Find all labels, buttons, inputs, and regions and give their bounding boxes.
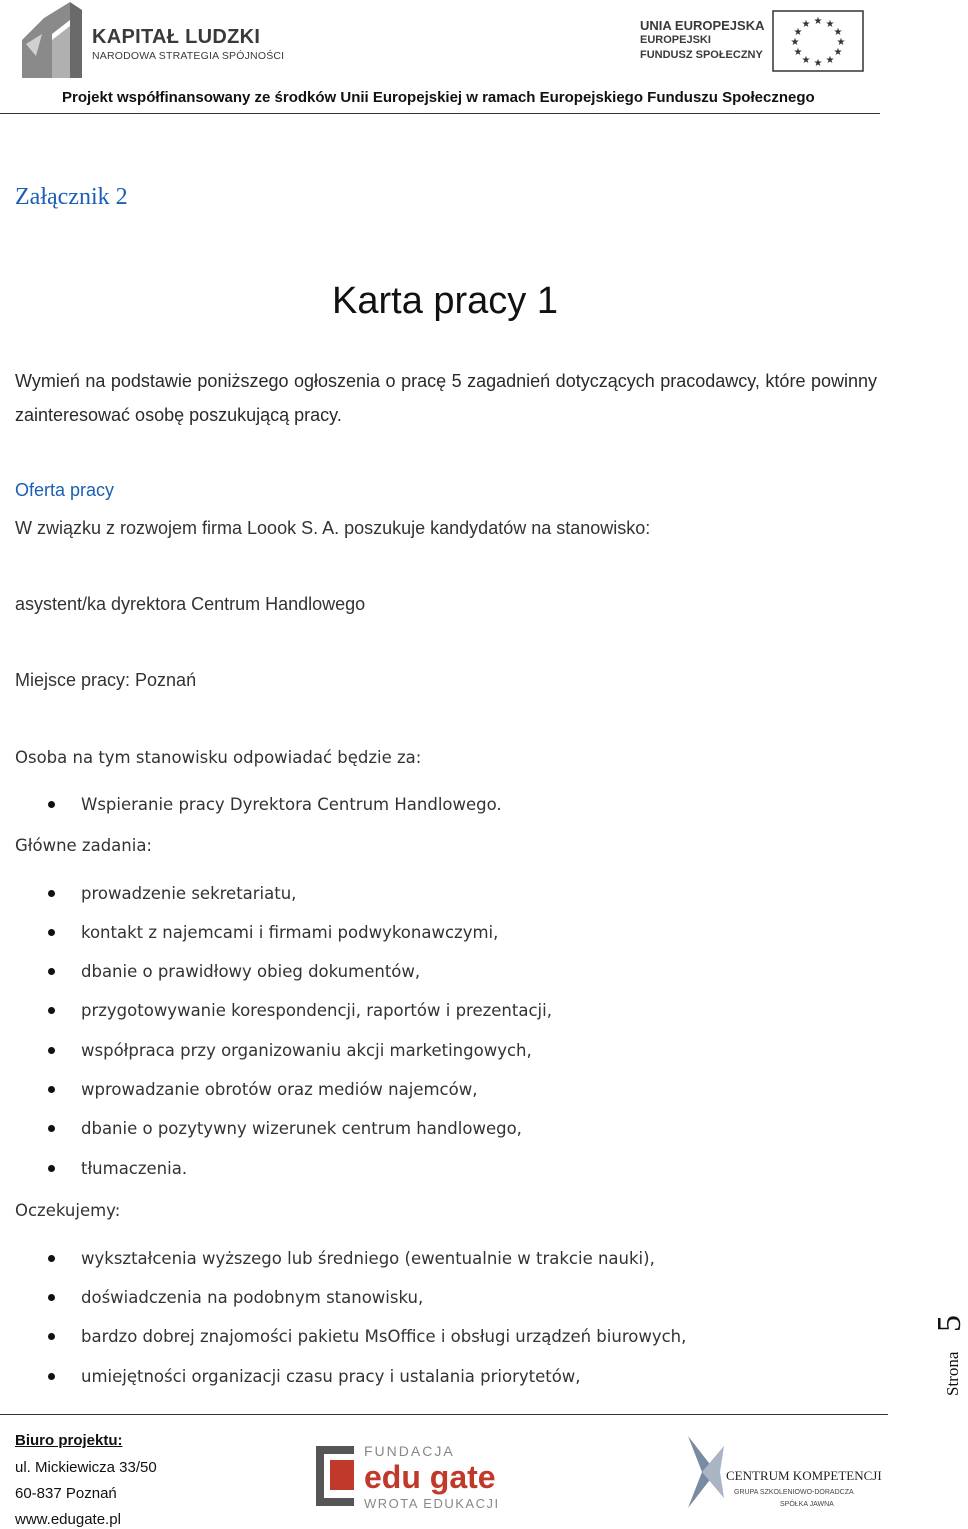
svg-text:★: ★ — [813, 16, 823, 27]
list-item — [48, 1246, 655, 1270]
list-item — [48, 1116, 522, 1140]
list-item — [48, 920, 498, 944]
svg-text:★: ★ — [813, 58, 823, 69]
ck-logo-sub2: SPÓŁKA JAWNA — [780, 1501, 834, 1508]
bullet-icon — [48, 1047, 55, 1054]
expectations-heading: Oczekujemy: — [15, 1201, 121, 1220]
offer-position: asystent/ka dyrektora Centrum Handlowego — [15, 594, 366, 614]
eu-logo-line3: FUNDUSZ SPOŁECZNY — [640, 49, 763, 61]
svg-text:★: ★ — [825, 55, 835, 66]
bullet-icon — [48, 1255, 55, 1262]
list-item-text: kontakt z najemcami i firmami podwykonawczymi, — [81, 922, 499, 942]
list-item-text: przygotowywanie korespondencji, raportów i prezentacji, — [81, 1000, 552, 1020]
svg-text:★: ★ — [833, 27, 843, 38]
project-cofinancing-line: Projekt współfinansowany ze środków Unii Europejskiej w ramach Europejskiego Funduszu Społecznego — [62, 89, 815, 106]
kapital-ludzki-emblem-icon — [22, 0, 92, 78]
eu-logo-line2: EUROPEJSKI — [640, 34, 711, 46]
annex-label: Załącznik 2 — [15, 184, 128, 210]
list-item — [48, 998, 552, 1022]
list-item — [48, 1156, 187, 1180]
svg-text:★: ★ — [793, 47, 803, 58]
bullet-icon — [48, 1165, 55, 1172]
list-item — [48, 1038, 532, 1062]
list-item-text: tłumaczenia. — [81, 1158, 188, 1178]
list-item-text: bardzo dobrej znajomości pakietu MsOffice i obsługi urządzeń biurowych, — [81, 1326, 687, 1346]
page-number-side — [928, 1290, 968, 1400]
svg-text:★: ★ — [825, 19, 835, 30]
bullet-icon — [48, 929, 55, 936]
centrum-kompetencji-logo — [680, 1432, 880, 1522]
list-item — [48, 881, 296, 905]
office-street: ul. Mickiewicza 33/50 — [15, 1459, 157, 1476]
list-item-text: umiejętności organizacji czasu pracy i ustalania priorytetów, — [81, 1366, 581, 1386]
list-item-text: współpraca przy organizowaniu akcji marketingowych, — [81, 1040, 532, 1060]
svg-text:★: ★ — [836, 37, 846, 48]
website-link[interactable]: www.edugate.pl — [15, 1511, 121, 1528]
list-item — [48, 792, 502, 816]
bullet-icon — [48, 968, 55, 975]
tasks-heading: Główne zadania: — [15, 836, 152, 855]
svg-text:★: ★ — [801, 19, 811, 30]
list-item-text: wprowadzanie obrotów oraz mediów najemców, — [81, 1079, 478, 1099]
bullet-icon — [48, 801, 55, 808]
header-divider — [0, 113, 880, 114]
bullet-icon — [48, 1294, 55, 1301]
list-item — [48, 1324, 686, 1348]
ck-logo-sub1: GRUPA SZKOLENIOWO-DORADCZA — [734, 1489, 854, 1496]
bullet-icon — [48, 1125, 55, 1132]
list-item-text: doświadczenia na podobnym stanowisku, — [81, 1287, 424, 1307]
footer-divider — [0, 1414, 888, 1415]
list-item — [48, 1364, 581, 1388]
offer-heading: Oferta pracy — [15, 480, 115, 500]
bullet-icon — [48, 1086, 55, 1093]
bullet-icon — [48, 1007, 55, 1014]
page-number: 5 — [931, 1315, 968, 1332]
ck-logo-title: CENTRUM KOMPETENCJI — [726, 1468, 882, 1483]
edu-logo-middle: edu gate — [364, 1459, 496, 1495]
edu-gate-logo — [316, 1440, 546, 1520]
bullet-icon — [48, 1333, 55, 1340]
edu-logo-top: FUNDACJA — [364, 1443, 455, 1459]
list-item-text: Wspieranie pracy Dyrektora Centrum Handlowego. — [81, 794, 502, 814]
list-item-text: dbanie o pozytywny wizerunek centrum handlowego, — [81, 1118, 522, 1138]
svg-text:★: ★ — [833, 47, 843, 58]
eu-flag-icon — [772, 10, 864, 72]
bullet-icon — [48, 890, 55, 897]
offer-intro: W związku z rozwojem firma Loook S. A. poszukuje kandydatów na stanowisko: — [15, 518, 651, 538]
list-item — [48, 959, 420, 983]
page-title: Karta pracy 1 — [332, 280, 558, 322]
eu-logo-line1: UNIA EUROPEJSKA — [640, 18, 765, 33]
responsibilities-heading: Osoba na tym stanowisku odpowiadać będzie za: — [15, 748, 422, 767]
list-item — [48, 1285, 423, 1309]
offer-location: Miejsce pracy: Poznań — [15, 670, 197, 690]
list-item — [48, 1077, 477, 1101]
bullet-icon — [48, 1373, 55, 1380]
list-item-text: wykształcenia wyższego lub średniego (ewentualnie w trakcie nauki), — [81, 1248, 655, 1268]
svg-text:★: ★ — [793, 27, 803, 38]
svg-text:★: ★ — [790, 37, 800, 48]
list-item-text: dbanie o prawidłowy obieg dokumentów, — [81, 961, 421, 981]
office-label: Biuro projektu: — [15, 1432, 123, 1449]
kapital-ludzki-title: KAPITAŁ LUDZKI — [92, 26, 261, 48]
svg-text:★: ★ — [801, 55, 811, 66]
list-item-text: prowadzenie sekretariatu, — [81, 883, 297, 903]
page-label: Strona — [943, 1351, 962, 1396]
edu-logo-bottom: WROTA EDUKACJI — [364, 1496, 500, 1511]
kapital-ludzki-subtitle: NARODOWA STRATEGIA SPÓJNOŚCI — [92, 50, 285, 62]
instruction-paragraph: Wymień na podstawie poniższego ogłoszenia o pracę 5 zagadnień dotyczących pracodawcy, które powinny zainteresować osobę poszukującą pracy. — [15, 371, 877, 425]
office-city: 60-837 Poznań — [15, 1485, 117, 1502]
